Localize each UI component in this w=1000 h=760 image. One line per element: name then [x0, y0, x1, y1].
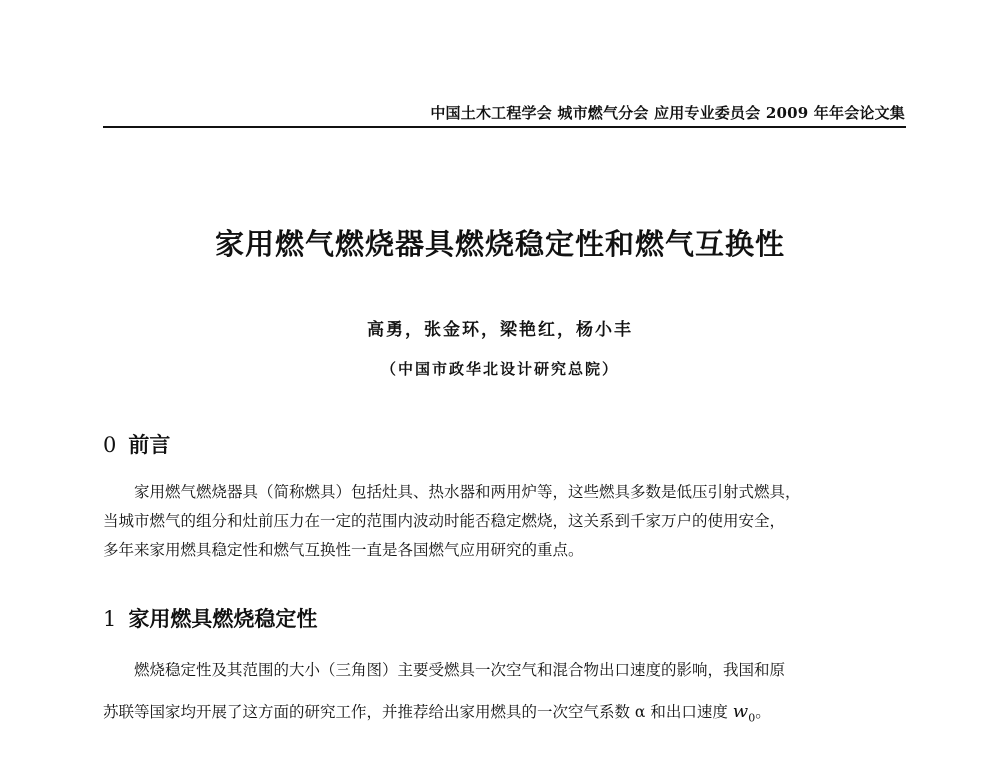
symbol-base: w	[732, 701, 749, 722]
paragraph-preface	[103, 478, 908, 565]
section-number: 0	[103, 433, 117, 457]
affiliation: （中国市政华北设计研究总院）	[380, 360, 619, 378]
header-rule	[103, 126, 906, 128]
outlet-velocity-symbol	[732, 701, 756, 725]
paragraph-line: 多年来家用燃具稳定性和燃气互换性一直是各国燃气应用研究的重点。	[103, 541, 584, 559]
author-list: 高勇，张金环，梁艳红，杨小丰	[367, 320, 633, 340]
paragraph-stability	[103, 650, 908, 732]
paragraph-line-with-symbol	[103, 691, 908, 732]
section-number: 1	[103, 607, 117, 631]
section-heading-stability	[103, 603, 317, 633]
symbol-subscript: 0	[748, 711, 756, 725]
section-title: 前言	[128, 432, 171, 457]
paragraph-line: 家用燃气燃烧器具（简称燃具）包括灶具、热水器和两用炉等，这些燃具多数是低压引射式燃具，	[134, 483, 801, 501]
section-heading-preface	[103, 429, 170, 459]
paragraph-line: 当城市燃气的组分和灶前压力在一定的范围内波动时能否稳定燃烧，这关系到千家万户的使用安全，	[103, 512, 786, 530]
section-title: 家用燃具燃烧稳定性	[128, 606, 318, 631]
paragraph-line-text: 苏联等国家均开展了这方面的研究工作，并推荐给出家用燃具的一次空气系数 α 和出口速度	[103, 703, 733, 721]
paragraph-line: 燃烧稳定性及其范围的大小（三角图）主要受燃具一次空气和混合物出口速度的影响，我国和原	[134, 661, 786, 679]
running-head: 中国土木工程学会 城市燃气分会 应用专业委员会 2009 年年会论文集	[430, 104, 905, 122]
line-end-punctuation: 。	[755, 703, 771, 721]
paper-title: 家用燃气燃烧器具燃烧稳定性和燃气互换性	[214, 227, 785, 261]
